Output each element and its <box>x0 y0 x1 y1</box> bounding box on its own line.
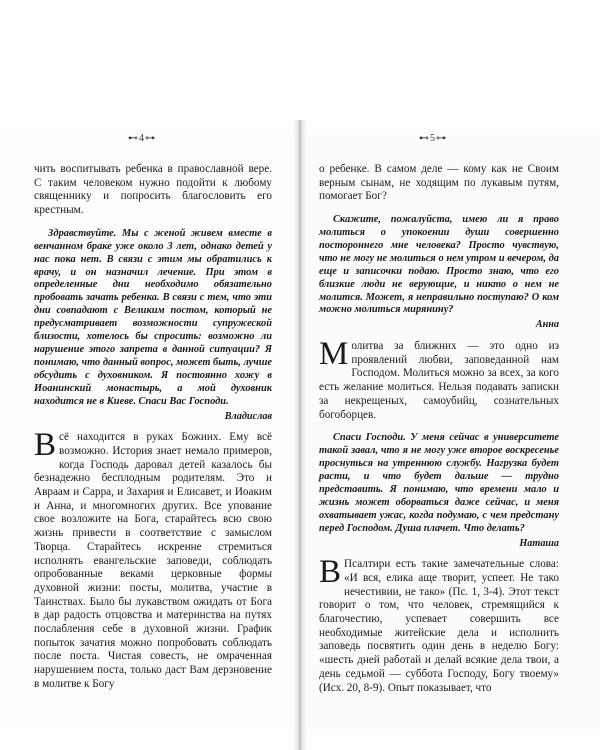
page-number-right: ⊷5⊶ <box>419 133 447 144</box>
signature-vladislav: Владислав <box>224 410 272 422</box>
answer-left-text: сё находится в руках Божиих. Ему всё возможно. История знает немало примеров, когда Господь даровал детей казалось бы безнадежно бесплодным родителям. Это и Авраам и Сарра, и Захария и Елисавет, и Иоаким и Анна, и многомногих других. Все упование свое возложите на Бога, старайтесь всю свою жизнь привести в соответствие с замыслом Творца. Старайтесь искренне стремиться исполнять евангельские заповеди, соблюдать опробованные веками церковные формы духовной жизни: посты, молитва, участие в Таинствах. Было бы лукавством ожидать от Бога в дар радость отцовства и материнства на путях послабления себе в духовной жизни. График попыток зачатия можно попробовать соблюдать после поста. Чистая совесть, не омраченная нарушением поста, только даст Вам дерзновение в молитве к Богу <box>34 431 272 690</box>
question-vladislav: Здравствуйте. Мы с женой живем вместе в венчанном браке уже около 3 лет, однако детей у нас пока нет. В связи с этим мы обратились к врачу, и он назначил лечение. При этом в определенные дни необходимо обязательно пробовать зачать ребенка. В связи с тем, что эти дни совпадают с Великим постом, который не предусматривает возможности супружеской близости, хотелось бы спросить: возможно ли нарушение этого запрета в данной ситуации? Я понимаю, что данный вопрос, может быть, лучше обсудить с духовником. Я постоянно хожу в Иоанинский монастырь, а мой духовник находится не в Киеве. Спаси Вас Господи. <box>34 227 272 407</box>
drop-cap: М <box>319 336 349 373</box>
book-gutter <box>293 120 307 750</box>
left-page <box>0 130 300 730</box>
right-text-column <box>319 163 559 695</box>
right-intro-text: о ребенке. В самом деле — кому как не Своим верным сынам, не ходящим по лукавым путям, помогает Бог? <box>319 163 559 203</box>
drop-cap: В <box>319 554 342 591</box>
signature-anna: Анна <box>535 319 559 331</box>
drop-cap: В <box>34 427 57 464</box>
answer-anna <box>319 336 559 422</box>
page-number-left: ⊷4⊶ <box>128 133 156 144</box>
question-natasha: Спаси Господи. У меня сейчас в университете такой завал, что я не могу уже второе воскресенье проснуться на утреннюю службу. Нагрузка будет расти, и что будет дальше — трудно представить. Я понимаю, что времени мало и жизнь может оборваться даже сейчас, и меня охватывает ужас, когда подумаю, с чем предстану перед Господом. Душа плачет. Что делать? <box>319 432 559 534</box>
left-intro-text: чить воспитывать ребенка в православной вере. С таким человеком нужно подойти к любому священнику и попросить благословить его крестным. <box>34 163 272 217</box>
signature-natasha: Наташа <box>519 537 559 549</box>
answer-anna-text: олитва за ближних — это одно из проявлений любви, заповеданной нам Господом. Молиться можно за всех, за кого есть желание молиться. Нельзя подавать записки за некрещеных, самоубийц, сознательных богоборцев. <box>319 340 559 421</box>
answer-natasha-text: Псалтири есть такие замечательные слова: «И вся, елика аще творит, успеет. Не тако нечестивии, не тако» (Пс. 1, 3-4). Этот текст говорит о том, что человек, стремящийся к благочестию, успевает совершить все необходимые житейские дела и исполнить заповедь посвятить один день в неделю Богу: «шесть дней работай и делай всякие дела твои, а день седьмой — суббота Господу, Богу твоему» (Исх. 20, 8-9). Опыт показывает, что <box>319 558 559 694</box>
answer-natasha <box>319 554 559 695</box>
answer-left <box>34 427 272 691</box>
left-text-column <box>34 163 272 692</box>
question-anna: Скажите, пожалуйста, имею ли я право молиться о упокоении души совершенно постороннего мне человека? Просто чувствую, что не могу не молиться о нем утром и вечером, да еще и записочки подаю. Просто знаю, что его близкие люди не верующие, и никто о нем не молится. Может, я неправильно поступаю? О ком можно молиться мирянину? <box>319 214 559 316</box>
right-page <box>300 130 600 730</box>
